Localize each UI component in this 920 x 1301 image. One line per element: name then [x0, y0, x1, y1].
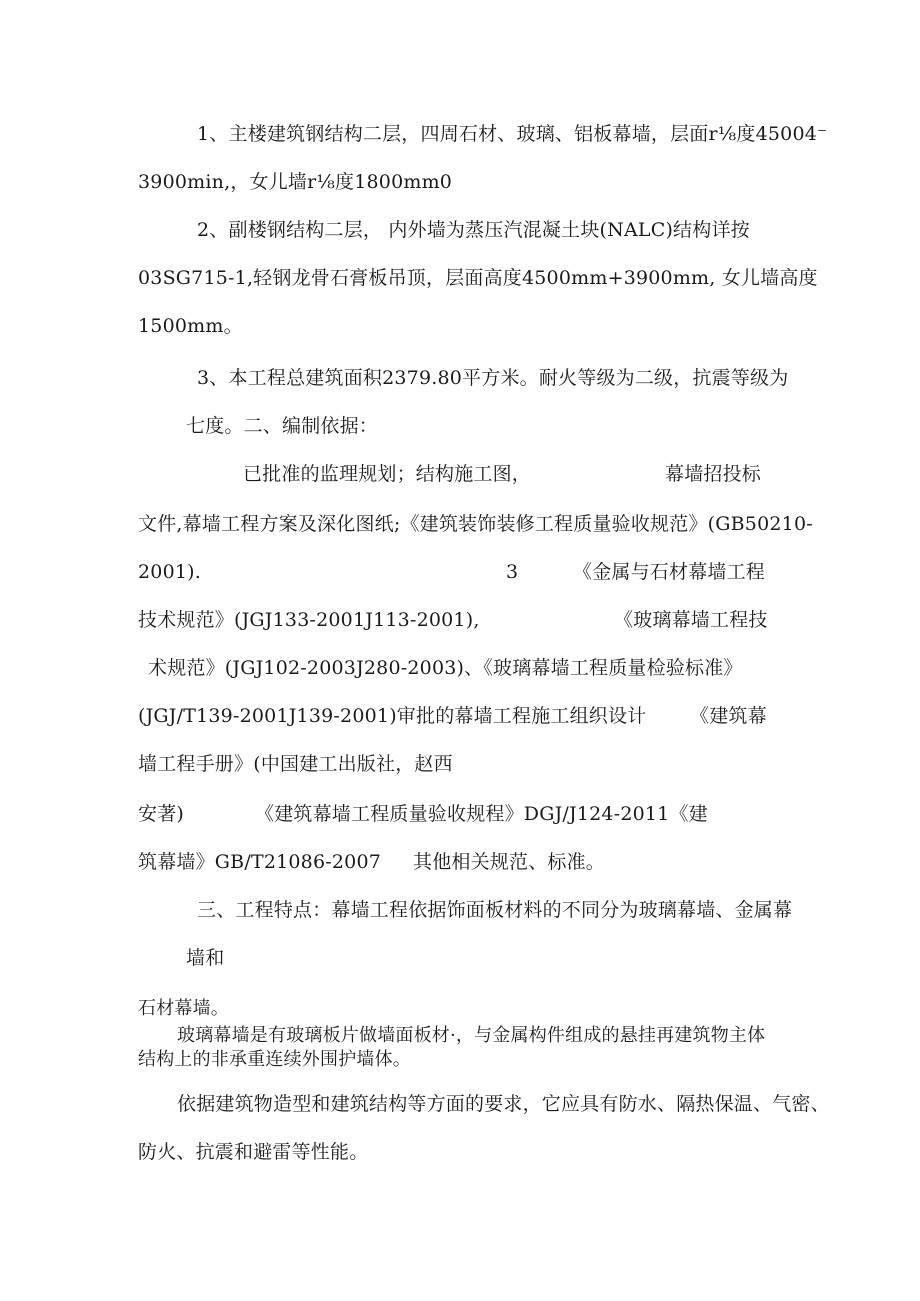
text-line-3: 2、副楼钢结构二层， 内外墙为蒸压汽混凝土块(NALC)结构详按 — [197, 219, 750, 241]
text-line-11a: 技术规范》(JGJ133-2001J113-2001), — [138, 609, 480, 631]
text-line-16b: 其他相关规范、标准。 — [413, 851, 606, 873]
text-line-17: 三、工程特点：幕墙工程依据饰面板材料的不同分为玻璃幕墙、金属幕 — [197, 899, 793, 921]
text-line-8a: 已批准的监理规划；结构施工图， — [243, 463, 532, 485]
text-line-13a: (JGJ/T139-2001J139-2001)审批的幕墙工程施工组织设计 — [138, 705, 647, 727]
text-line-11b: 《玻璃幕墙工程技 — [614, 609, 768, 631]
text-line-2: 3900min,，女儿墙r⅛度1800mm0 — [138, 171, 453, 193]
text-line-4: 03SG715-1,轻钢龙骨石膏板吊顶，层面高度4500mm+3900mm, 女儿墙高度 — [138, 267, 818, 289]
text-line-16a: 筑幕墙》GB/T21086-2007 — [138, 851, 382, 873]
text-line-15a: 安著) — [138, 803, 185, 825]
text-line-13b: 《建筑幕 — [690, 705, 767, 727]
text-line-8b: 幕墙招投标 — [665, 463, 762, 485]
text-line-20: 玻璃幕墙是有玻璃板片做墙面板材·，与金属构件组成的悬挂再建筑物主体 — [177, 1025, 766, 1046]
text-line-9: 文件,幕墙工程方案及深化图纸;《建筑装饰装修工程质量验收规范》(GB50210- — [138, 513, 813, 535]
text-line-21: 结构上的非承重连续外围护墙体。 — [138, 1049, 411, 1070]
text-line-15b: 《建筑幕墙工程质量验收规程》DGJ/J124-2011《建 — [255, 803, 708, 825]
text-line-22: 依据建筑物造型和建筑结构等方面的要求，它应具有防水、隔热保温、气密、 — [177, 1093, 830, 1115]
text-line-6: 3、本工程总建筑面积2379.80平方米。耐火等级为二级，抗震等级为 — [197, 367, 789, 389]
text-line-10a: 2001). — [138, 561, 202, 583]
text-line-12: 术规范》(JGJ102-2003J280-2003)、《玻璃幕墙工程质量检验标准》 — [148, 657, 743, 679]
text-line-18: 墙和 — [186, 947, 225, 969]
text-line-23: 防火、抗震和避雷等性能。 — [138, 1141, 369, 1163]
text-line-5: 1500mm。 — [138, 315, 243, 337]
text-line-14: 墙工程手册》(中国建工出版社，赵西 — [138, 753, 453, 775]
text-line-10c: 《金属与石材幕墙工程 — [573, 561, 766, 583]
text-line-1: 1、主楼建筑钢结构二层，四周石材、玻璃、铝板幕墙，层面r⅛度45004⁻ — [197, 123, 828, 145]
text-line-19: 石材幕墙。 — [138, 998, 229, 1019]
text-line-10b: 3 — [506, 561, 519, 583]
text-line-7: 七度。二、编制依据： — [186, 415, 379, 437]
